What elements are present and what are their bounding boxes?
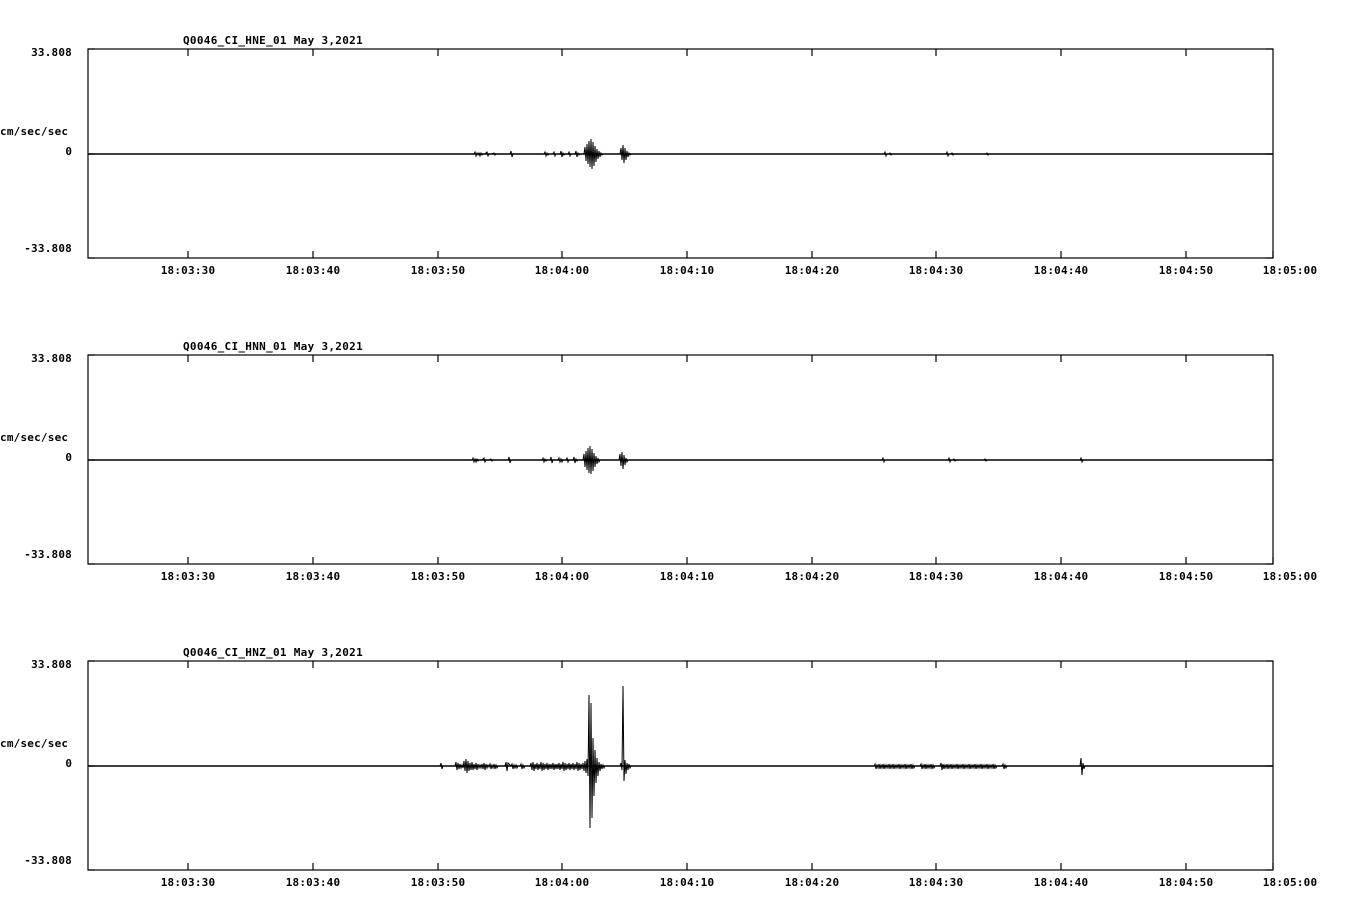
panel-title-hnn: Q0046_CI_HNN_01 May 3,2021 — [183, 340, 363, 353]
xtick-hnn-5: 18:04:20 — [784, 570, 840, 583]
y-axis-min-label-hne: -33.808 — [24, 242, 72, 255]
xtick-hne-8: 18:04:50 — [1158, 264, 1214, 277]
xtick-hne-5: 18:04:20 — [784, 264, 840, 277]
y-axis-min-label-hnn: -33.808 — [24, 548, 72, 561]
xtick-hne-1: 18:03:40 — [285, 264, 341, 277]
xtick-hne-4: 18:04:10 — [659, 264, 715, 277]
xtick-hnn-6: 18:04:30 — [908, 570, 964, 583]
y-axis-min-label-hnz: -33.808 — [24, 854, 72, 867]
xtick-hnz-1: 18:03:40 — [285, 876, 341, 889]
waveform-trace-hnn — [88, 446, 1273, 474]
y-axis-max-label-hnz: 33.808 — [31, 658, 72, 671]
xtick-hne-3: 18:04:00 — [534, 264, 590, 277]
y-axis-units-label-hnz: cm/sec/sec — [0, 737, 69, 750]
xtick-hnz-2: 18:03:50 — [410, 876, 466, 889]
y-axis-max-label-hne: 33.808 — [31, 46, 72, 59]
seismogram-panel-hnn — [0, 312, 1358, 602]
xtick-hnn-9: 18:05:00 — [1262, 570, 1318, 583]
waveform-trace-hnz — [88, 686, 1273, 828]
xtick-hne-2: 18:03:50 — [410, 264, 466, 277]
xtick-hnz-7: 18:04:40 — [1033, 876, 1089, 889]
plot-area-hnz — [0, 618, 1358, 908]
y-axis-zero-label-hnn: 0 — [65, 451, 72, 464]
plot-area-hne — [0, 6, 1358, 296]
xtick-hnn-3: 18:04:00 — [534, 570, 590, 583]
panel-title-hnz: Q0046_CI_HNZ_01 May 3,2021 — [183, 646, 363, 659]
y-axis-zero-label-hnz: 0 — [65, 757, 72, 770]
xtick-hnz-4: 18:04:10 — [659, 876, 715, 889]
y-axis-units-label-hne: cm/sec/sec — [0, 125, 69, 138]
waveform-trace-hne — [88, 139, 1273, 169]
xtick-hnn-4: 18:04:10 — [659, 570, 715, 583]
xtick-hnz-9: 18:05:00 — [1262, 876, 1318, 889]
seismogram-panel-hnz — [0, 618, 1358, 908]
xtick-hnn-1: 18:03:40 — [285, 570, 341, 583]
xtick-hnz-8: 18:04:50 — [1158, 876, 1214, 889]
xtick-hnz-5: 18:04:20 — [784, 876, 840, 889]
xtick-hne-0: 18:03:30 — [160, 264, 216, 277]
xtick-hnz-6: 18:04:30 — [908, 876, 964, 889]
plot-area-hnn — [0, 312, 1358, 602]
y-axis-zero-label-hne: 0 — [65, 145, 72, 158]
xtick-hne-9: 18:05:00 — [1262, 264, 1318, 277]
xtick-hne-6: 18:04:30 — [908, 264, 964, 277]
xtick-hne-7: 18:04:40 — [1033, 264, 1089, 277]
seismogram-panel-hne — [0, 6, 1358, 296]
xtick-hnn-7: 18:04:40 — [1033, 570, 1089, 583]
xtick-hnn-0: 18:03:30 — [160, 570, 216, 583]
y-axis-units-label-hnn: cm/sec/sec — [0, 431, 69, 444]
xtick-hnn-8: 18:04:50 — [1158, 570, 1214, 583]
xtick-hnn-2: 18:03:50 — [410, 570, 466, 583]
y-axis-max-label-hnn: 33.808 — [31, 352, 72, 365]
panel-title-hne: Q0046_CI_HNE_01 May 3,2021 — [183, 34, 363, 47]
xtick-hnz-0: 18:03:30 — [160, 876, 216, 889]
xtick-hnz-3: 18:04:00 — [534, 876, 590, 889]
